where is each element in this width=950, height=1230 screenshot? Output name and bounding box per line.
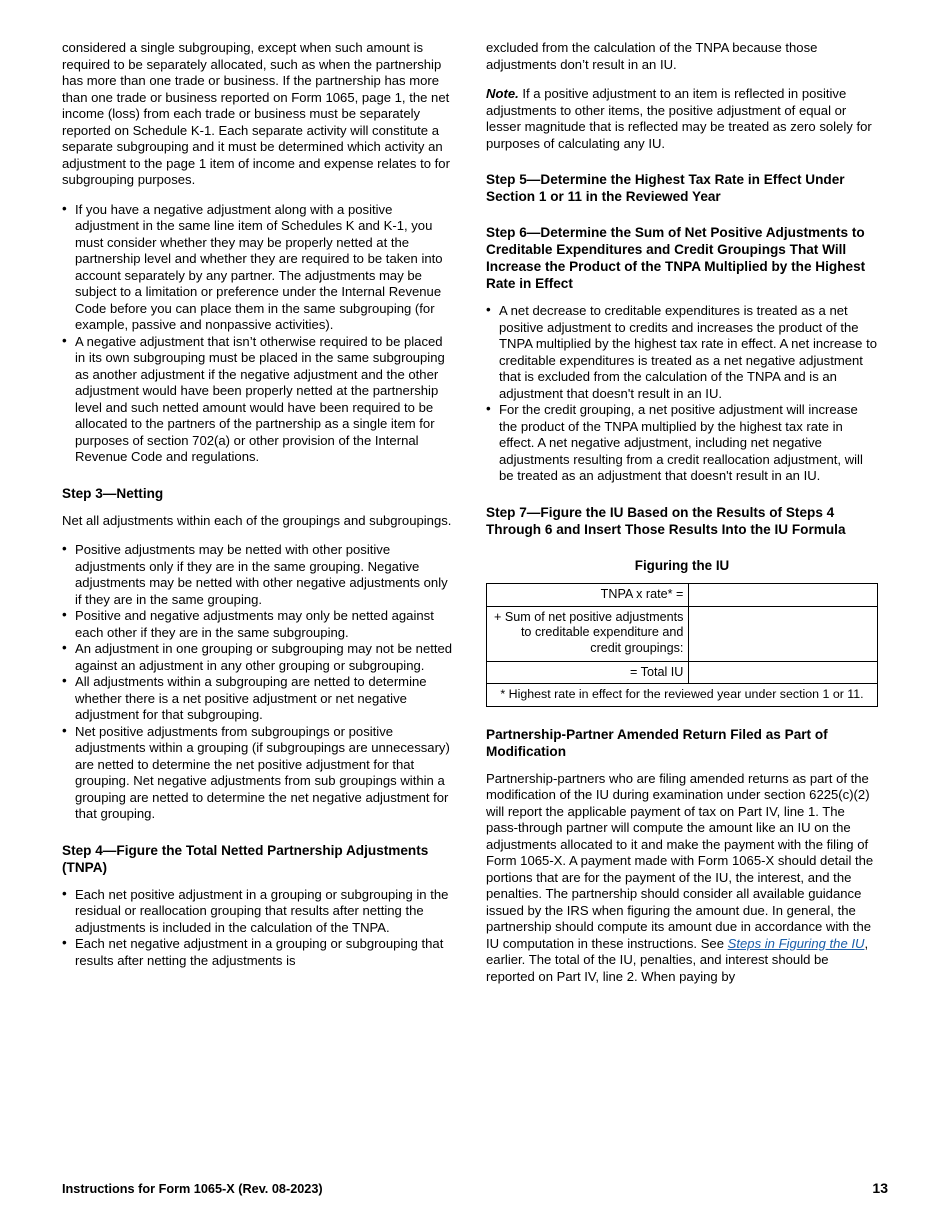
left-column [62, 40, 454, 1140]
table-row [487, 661, 878, 684]
table-row [487, 584, 878, 607]
bullet-item: • Positive adjustments may be netted with other positive adjustments only if they are in the same grouping. Negative adjustments may be netted with other negative adjustments only if they are in the same grouping. [62, 542, 454, 608]
row-label: TNPA x rate* = [487, 584, 689, 607]
note-label: Note. [486, 86, 519, 101]
section-heading-step-6: Step 6—Determine the Sum of Net Positive Adjustments to Creditable Expenditures and Credit Groupings That Will Increase the Product of the TNPA Multiplied by the Highest Rate in Effect [486, 225, 866, 291]
table-footnote-row [487, 684, 878, 707]
bullet-item: • If you have a negative adjustment along with a positive adjustment in the same line item of Schedules K and K-1, you must consider whether they may be properly netted at the partnership level and whether they are required to be taken into account separately by any partner. The adjustments may be subject to a limitation or preference under the Internal Revenue Code before you can place them in the same subgrouping (for example, passive and nonpassive activities). [62, 202, 454, 334]
paragraph: considered a single subgrouping, except when such amount is required to be separately allocated, such as when the partnership has more than one trade or business. If the partnership has more than one trade or business reported on Form 1065, page 1, the net income (loss) from each trade or business must be separately reported on Schedule K-1. Each separate activity will constitute a separate subgrouping and it must be determined which activity an adjustment to the page 1 item of income and expense relates to for subgrouping purposes. [62, 40, 450, 187]
cross-reference-link[interactable]: Steps in Figuring the IU [727, 935, 865, 951]
note-paragraph [486, 86, 878, 152]
bullet-item: • Net positive adjustments from subgroupings or positive adjustments within a grouping (if subgroupings are unnecessary) are netted to determine the net positive adjustment for that grouping. Net negative adjustments from sub groupings within a grouping are netted to determine the net negative adjustment for that grouping. [62, 724, 454, 823]
footer-title: Instructions for Form 1065-X (Rev. 08-2023) [62, 1182, 323, 1196]
paragraph [486, 771, 878, 986]
paragraph: Net all adjustments within each of the groupings and subgroupings. [62, 512, 452, 528]
bullet-item: • A negative adjustment that isn’t otherwise required to be placed in its own subgrouping must be placed in the same subgrouping as another adjustment if the negative adjustment and the other adjustment would have been properly netted at the partnership level and such netted amount would have been required to be allocated to the partners of the partnership as a single item for purposes of section 702(a) or other provision of the Internal Revenue Code and regulations. [62, 334, 454, 466]
bullet-item: • All adjustments within a subgrouping are netted to determine whether there is a net positive adjustment or net negative adjustment for that subgrouping. [62, 674, 454, 724]
bullet-item: • Each net positive adjustment in a grouping or subgrouping in the residual or reallocation grouping that results after netting the adjustments is included in the calculation of the TNPA. [62, 887, 454, 937]
table-footnote: * Highest rate in effect for the reviewed year under section 1 or 11. [487, 684, 878, 707]
paragraph-text-part-1: Partnership-partners who are filing amended returns as part of the modification of the IU during examination under section 6225(c)(2) will report the applicable payment of tax on Part IV, line 1. The pass-through partner will compute the amount like an IU on the adjustments allocated to it and make the payment with the filing of Form 1065-X. A payment made with Form 1065-X should detail the portions that are for the payment of the IU, the interest, and the penalties. The partnership should consider all available guidance issued by the IRS when figuring the amount due. In general, the partnership should compute its amount due in accordance with the IU computation in these instructions. See [486, 770, 874, 951]
row-value [689, 661, 878, 684]
section-heading-step-5: Step 5—Determine the Highest Tax Rate in Effect Under Section 1 or 11 in the Reviewed Year [486, 172, 845, 204]
bullet-item: • Positive and negative adjustments may only be netted against each other if they are in the same subgrouping. [62, 608, 454, 641]
row-label: = Total IU [487, 661, 689, 684]
bullet-item: • A net decrease to creditable expenditures is treated as a net positive adjustment to credits and increases the product of the TNPA multiplied by the highest tax rate in effect. A net increase to creditable expenditures is treated as a net negative adjustment that is excluded from the calculation of the TNPA and is an adjustment that doesn't result in an IU. [486, 303, 878, 402]
page-number: 13 [872, 1180, 888, 1196]
row-value [689, 606, 878, 661]
paragraph-text-part-2: , earlier. The total of the IU, penalties, and interest should be reported on Part IV, line 2. When paying by [486, 935, 869, 984]
note-text: If a positive adjustment to an item is reflected in positive adjustments to other items, the positive adjustment of equal or lesser magnitude that is reflected may be treated as zero solely for purposes of calculating any IU. [486, 86, 872, 151]
row-label: + Sum of net positive adjustments to creditable expenditure and credit groupings: [487, 606, 689, 661]
row-value [689, 584, 878, 607]
figuring-the-iu-table [486, 583, 878, 707]
section-heading-partnership-partner: Partnership-Partner Amended Return Filed as Part of Modification [486, 726, 828, 759]
page-footer [62, 1180, 888, 1196]
right-column [486, 40, 878, 1140]
bullet-item: • For the credit grouping, a net positive adjustment will increase the product of the TNPA multiplied by the highest tax rate in effect. A net negative adjustment, including net negative adjustments resulting from a credit reallocation adjustment, will be treated as an adjustment that doesn't result in an IU. [486, 402, 878, 485]
paragraph: excluded from the calculation of the TNPA because those adjustments don’t result in an IU. [486, 40, 818, 72]
bullet-item: • Each net negative adjustment in a grouping or subgrouping that results after netting the adjustments is [62, 936, 454, 969]
bullet-item: • An adjustment in one grouping or subgrouping may not be netted against an adjustment in any other grouping or subgrouping. [62, 641, 454, 674]
table-row [487, 606, 878, 661]
section-heading-step-7: Step 7—Figure the IU Based on the Results of Steps 4 Through 6 and Insert Those Results Into the IU Formula [486, 504, 846, 537]
section-heading-step-3: Step 3—Netting [62, 485, 164, 501]
section-heading-step-4: Step 4—Figure the Total Netted Partnership Adjustments (TNPA) [62, 842, 429, 875]
table-title: Figuring the IU [634, 557, 730, 573]
two-column-body [62, 40, 888, 1140]
